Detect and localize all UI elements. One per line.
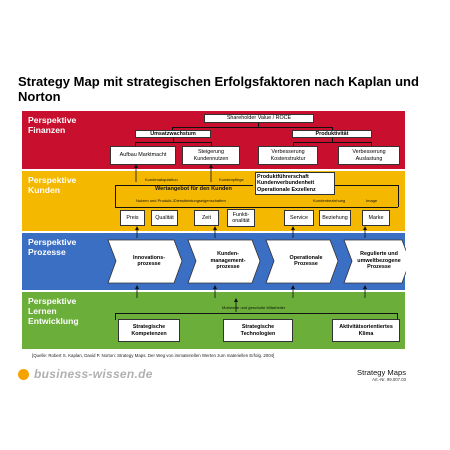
band-prozesse (22, 233, 405, 290)
connector (115, 185, 116, 207)
produktfuehrerschaft-box: Produktführerschaft Kundenverbundenheit Operationale Exzellenz (255, 172, 335, 195)
verbesserung-auslastung-box: Verbesserung Auslastung (338, 146, 400, 165)
source-citation: [Quelle: Robert S. Kaplan, David P. Norton: Strategy Maps. Der Weg von immateriellen Werten zum materiellen Erfolg. 2004] (32, 353, 275, 358)
connector (335, 185, 398, 186)
steigerung-kundennutzen-box: Steigerung Kundennutzen (182, 146, 240, 165)
marke-box: Marke (362, 210, 390, 226)
beziehung-box: Beziehung (319, 210, 351, 226)
operationale-prozesse-label: Operationale Prozesse (289, 254, 323, 267)
innovationsprozesse-label: Innovations-prozesse (132, 254, 166, 267)
connector (173, 138, 174, 142)
aufbau-marktmacht-box: Aufbau Marktmacht (110, 146, 176, 165)
perspective-label-finanzen: Perspektive Finanzen (28, 115, 77, 135)
logo-text: business-wissen.de (34, 367, 153, 381)
verbesserung-kostenstruktur-box: Verbesserung Kostenstruktur (258, 146, 318, 165)
label-kundenbeziehung: Kundenbeziehung (313, 198, 346, 203)
connector (332, 138, 333, 142)
connector (115, 207, 398, 208)
umsatzwachstum-box: Umsatzwachstum (135, 130, 211, 138)
qualitaet-box: Qualität (151, 210, 178, 226)
band-finanzen (22, 111, 405, 169)
doc-title: Strategy Maps (357, 368, 406, 377)
connector (115, 313, 397, 314)
connector (115, 313, 116, 320)
perspective-label-lernen: Perspektive Lernen Entwicklung (28, 296, 79, 326)
label-kundenakquisition: Kundenakquisition (145, 177, 178, 182)
strategische-kompetenzen-box: Strategische Kompetenzen (118, 319, 180, 342)
zeit-box: Zeit (194, 210, 219, 226)
strategische-technologien-box: Strategische Technologien (223, 319, 293, 342)
page-title: Strategy Map mit strategischen Erfolgsfaktoren nach Kaplan und Norton (18, 74, 419, 104)
logo-dot-icon (18, 369, 29, 380)
band-lernen (22, 292, 405, 349)
kundenmanagementprozesse-label: Kunden-management-prozesse (210, 251, 246, 271)
aktivitaetsorientiertes-klima-box: Aktivitätsorientiertes Klima (332, 319, 400, 342)
perspective-label-prozesse: Perspektive Prozesse (28, 237, 77, 257)
perspective-label-kunden: Perspektive Kunden (28, 175, 77, 195)
funktionalitaet-box: Funkti-onalität (227, 209, 255, 227)
brand-logo (18, 367, 153, 381)
shareholder-value-box: Shareholder Value / ROCE (204, 114, 314, 123)
label-kundenpflege: Kundenpflege (219, 177, 244, 182)
wertangebot-label: Wertangebot für den Kunden (155, 186, 232, 192)
connector (293, 142, 371, 143)
label-nutzen: Nutzen und Produkt-/Dienstleistungseigenschaften (136, 198, 226, 203)
produktivitaet-box: Produktivität (292, 130, 372, 138)
regulierte-prozesse-label: Regulierte und umweltbezogene Prozesse (357, 251, 401, 271)
connector (172, 127, 332, 128)
label-mitarbeiter: Motivierte und geschulte Mitarbeiter (222, 305, 286, 310)
label-image: Image (366, 198, 378, 203)
preis-box: Preis (120, 210, 145, 226)
band-kunden (22, 171, 405, 231)
article-number: Art.-Nr. 99.007.03 (372, 377, 406, 382)
connector (135, 142, 211, 143)
connector (398, 185, 399, 207)
service-box: Service (284, 210, 314, 226)
